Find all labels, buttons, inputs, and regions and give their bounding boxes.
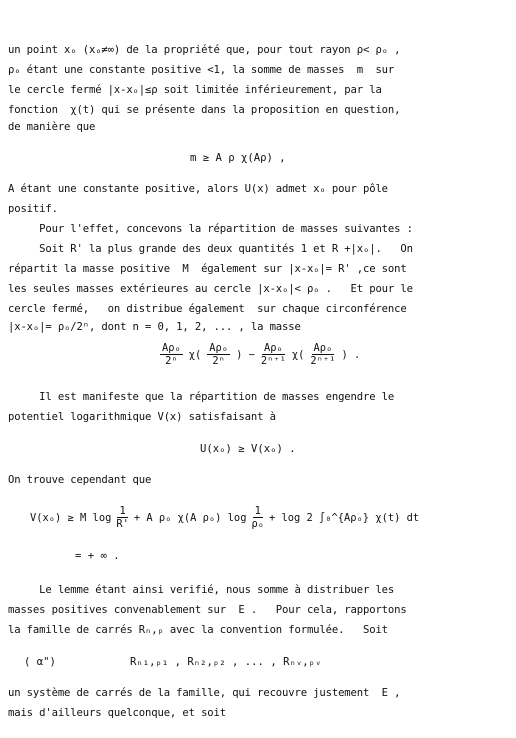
equation-label: ( α") xyxy=(24,656,56,668)
text-line: On trouve cependant que xyxy=(8,474,152,486)
text-line: Il est manifeste que la répartition de masses engendre le xyxy=(8,391,395,403)
equation-3: U(xₒ) ≥ V(xₒ) . xyxy=(200,443,296,455)
text-line: les seules masses extérieures au cercle |x-xₒ|< ρₒ . Et pour le xyxy=(8,283,413,295)
text-line: le cercle fermé |x-xₒ|≤ρ soit limitée inférieurement, par la xyxy=(8,84,382,96)
numerator: Aρₒ xyxy=(209,342,229,354)
operator: ) . xyxy=(341,348,361,361)
equation-1: m ≥ A ρ χ(Aρ) , xyxy=(190,152,286,164)
chi-symbol: χ( xyxy=(291,348,305,361)
text-line: un système de carrés de la famille, qui recouvre justement E , xyxy=(8,687,401,699)
equation-2 xyxy=(160,342,360,367)
chi-symbol: χ( xyxy=(188,348,202,361)
text-line: |x-xₒ|= ρₒ/2ⁿ, dont n = 0, 1, 2, ... , la masse xyxy=(8,321,301,333)
text-line: un point xₒ (xₒ≠∞) de la propriété que, pour tout rayon ρ< ρₒ , xyxy=(8,44,401,56)
denominator: 2ⁿ xyxy=(165,355,178,367)
text-line: positif. xyxy=(8,203,58,215)
text-line: potentiel logarithmique V(x) satisfaisant à xyxy=(8,411,276,423)
text-line: masses positives convenablement sur E . Pour cela, rapportons xyxy=(8,604,407,616)
fraction xyxy=(116,505,129,530)
denominator: 2ⁿ⁺¹ xyxy=(310,355,336,367)
fraction xyxy=(251,505,264,530)
fraction xyxy=(261,342,286,367)
denominator: 2ⁿ⁺¹ xyxy=(260,355,286,367)
text-line: Le lemme étant ainsi verifié, nous somme à distribuer les xyxy=(8,584,395,596)
fraction xyxy=(207,342,230,367)
operator: ) − xyxy=(236,348,255,361)
text-line: de manière que xyxy=(8,121,96,133)
numerator: 1 xyxy=(119,505,126,517)
equation-middle: + A ρₒ χ(A ρₒ) log xyxy=(133,511,247,524)
text-line: mais d'ailleurs quelconque, et soit xyxy=(8,707,226,719)
text-line: A étant une constante positive, alors U(x) admet xₒ pour pôle xyxy=(8,183,388,195)
fraction xyxy=(160,342,183,367)
text-line: cercle fermé, on distribue également sur chaque circonférence xyxy=(8,303,407,315)
numerator: Aρₒ xyxy=(313,342,333,354)
text-line: fonction χ(t) qui se présente dans la proposition en question, xyxy=(8,104,401,116)
text-line: ρₒ étant une constante positive <1, la somme de masses m sur xyxy=(8,64,395,76)
equation-5: Rₙ₁,ₚ₁ , Rₙ₂,ₚ₂ , ... , Rₙᵥ,ₚᵥ xyxy=(130,656,322,668)
text-line: répartit la masse positive M également sur |x-xₒ|= R' ,ce sont xyxy=(8,263,407,275)
equation-4-continuation: = + ∞ . xyxy=(75,550,120,562)
numerator: 1 xyxy=(254,505,261,517)
text-line: la famille de carrés Rₙ,ₚ avec la convention formulée. Soit xyxy=(8,624,388,636)
equation-right: + log 2 ∫₀^{Aρₒ} χ(t) dt xyxy=(268,511,420,524)
denominator: R' xyxy=(116,518,129,530)
denominator: ρₒ xyxy=(251,518,264,530)
text-line: Pour l'effet, concevons la répartition de masses suivantes : xyxy=(8,223,413,235)
numerator: Aρₒ xyxy=(162,342,181,354)
equation-4 xyxy=(30,505,419,530)
fraction xyxy=(310,342,335,367)
text-line: Soit R' la plus grande des deux quantités 1 et R +|xₒ|. On xyxy=(8,243,413,255)
denominator: 2ⁿ xyxy=(212,355,225,367)
numerator: Aρₒ xyxy=(263,342,283,354)
equation-left: V(xₒ) ≥ M log xyxy=(30,511,112,524)
